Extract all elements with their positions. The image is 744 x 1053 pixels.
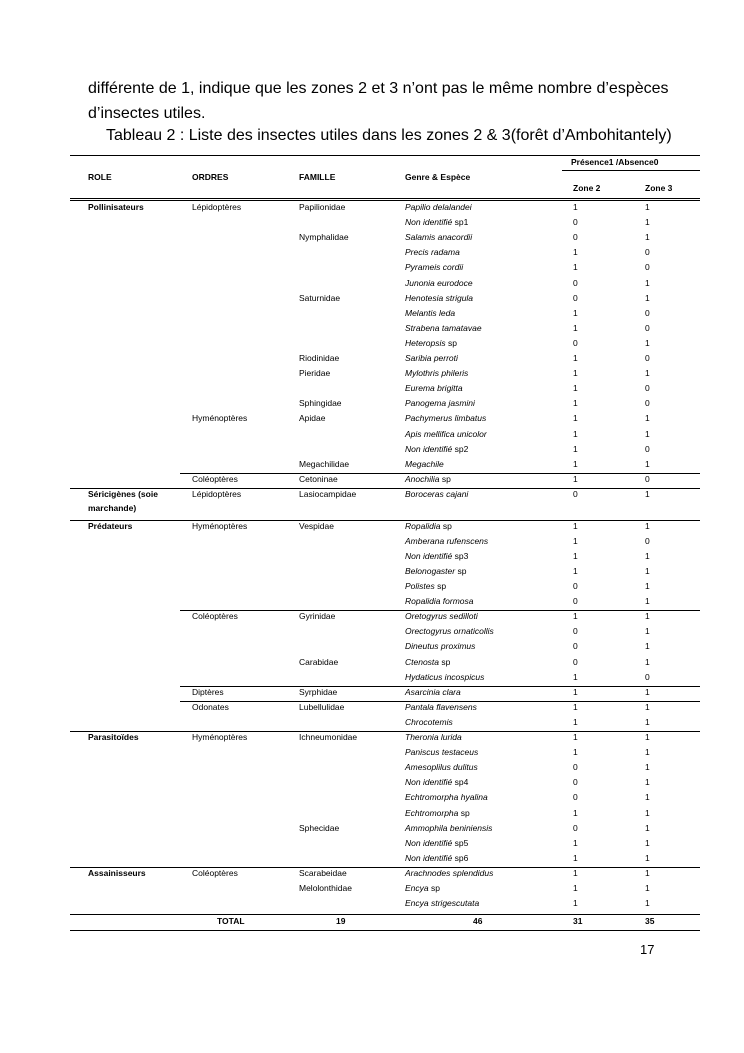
row-species <box>405 883 440 894</box>
species-suffix: sp <box>445 337 457 348</box>
row-species <box>405 717 453 728</box>
row-species <box>405 838 468 849</box>
row-zone-2: 1 <box>573 428 578 439</box>
row-species <box>405 444 468 455</box>
row-zone-3: 1 <box>645 762 650 773</box>
row-species <box>405 762 478 773</box>
row-species <box>405 823 492 834</box>
row-zone-2: 0 <box>573 777 578 788</box>
species-name: Anochilia <box>405 473 440 484</box>
species-name: Papilio delalandei <box>405 202 472 212</box>
row-zone-3: 1 <box>645 656 650 667</box>
row-zone-2: 1 <box>573 262 578 273</box>
row-zone-2: 1 <box>573 747 578 758</box>
row-zone-2: 1 <box>573 353 578 363</box>
species-name: Pyrameis cordii <box>405 262 464 273</box>
row-zone-3: 1 <box>645 852 650 863</box>
section-rule <box>70 488 700 489</box>
row-zone-3: 1 <box>645 747 650 758</box>
row-zone-3: 1 <box>645 550 650 561</box>
row-zone-3: 1 <box>645 822 650 833</box>
species-suffix: sp3 <box>452 550 469 561</box>
species-suffix: sp <box>458 807 470 818</box>
species-suffix: sp <box>455 565 467 576</box>
header-ordres: ORDRES <box>192 172 229 182</box>
species-name: Salamis anacordii <box>405 232 473 243</box>
header-famille: FAMILLE <box>299 172 336 182</box>
row-zone-2: 0 <box>573 292 578 303</box>
row-zone-3: 1 <box>645 777 650 788</box>
species-name: Asarcinia clara <box>405 686 461 697</box>
row-zone-3: 1 <box>645 596 650 607</box>
species-name: Junonia eurodoce <box>405 277 473 288</box>
total-zone-3: 35 <box>645 916 655 927</box>
row-zone-3: 1 <box>645 686 650 697</box>
row-zone-3: 0 <box>645 262 650 273</box>
row-famille: Ichneumonidae <box>299 732 358 742</box>
row-zone-3: 1 <box>645 565 650 576</box>
row-zone-3: 0 <box>645 322 650 333</box>
row-ordre: Hyménoptères <box>192 413 248 424</box>
row-zone-2: 1 <box>573 550 578 561</box>
species-name: Arachnodes splendidus <box>405 867 494 878</box>
row-species <box>405 898 479 909</box>
row-famille: Papilionidae <box>299 202 346 212</box>
species-name: Polistes <box>405 581 435 591</box>
species-name: Mylothris phileris <box>405 368 469 379</box>
species-suffix: sp6 <box>452 852 469 863</box>
species-suffix: sp <box>439 656 451 667</box>
species-suffix: sp <box>434 581 447 591</box>
row-famille: Megachilidae <box>299 458 350 469</box>
row-famille: Lubellulidae <box>299 701 345 712</box>
row-zone-3: 0 <box>645 247 650 258</box>
row-zone-2: 1 <box>573 202 578 212</box>
row-species <box>405 657 450 668</box>
row-zone-2: 0 <box>573 581 578 591</box>
row-zone-2: 0 <box>573 762 578 773</box>
species-name: Pantala flavensens <box>405 701 477 712</box>
row-zone-2: 1 <box>573 535 578 546</box>
species-name: Pachymerus limbatus <box>405 413 487 424</box>
row-ordre: Diptères <box>192 686 224 697</box>
row-zone-3: 1 <box>645 368 650 379</box>
row-zone-3: 1 <box>645 867 650 878</box>
row-zone-3: 1 <box>645 292 650 303</box>
species-name: Amberana rufenscens <box>405 535 489 546</box>
row-zone-2: 1 <box>573 898 578 909</box>
row-species <box>405 262 463 273</box>
row-zone-3: 1 <box>645 807 650 818</box>
row-species <box>405 641 475 652</box>
row-famille: Nymphalidae <box>299 232 349 243</box>
table-caption: Tableau 2 : Liste des insectes utiles dans les zones 2 & 3(forêt d’Ambohitantely) <box>106 127 672 144</box>
total-label: TOTAL <box>217 916 245 927</box>
row-famille: Riodinidae <box>299 353 340 363</box>
row-species <box>405 232 472 243</box>
row-species <box>405 611 478 622</box>
row-ordre: Coléoptères <box>192 867 238 878</box>
row-zone-3: 1 <box>645 232 650 243</box>
section-rule <box>70 867 700 868</box>
header-bottom-rule <box>70 198 700 199</box>
row-species <box>405 672 484 683</box>
row-zone-2: 1 <box>573 732 578 742</box>
species-name: Oretogyrus sedilloti <box>405 611 478 622</box>
row-zone-2: 1 <box>573 837 578 848</box>
row-zone-2: 0 <box>573 232 578 243</box>
species-name: Hydaticus incospicus <box>405 671 485 682</box>
row-zone-2: 0 <box>573 656 578 667</box>
species-name: Ropalidia <box>405 520 441 531</box>
row-ordre: Odonates <box>192 701 229 712</box>
row-species <box>405 368 468 379</box>
page-number: 17 <box>640 942 655 957</box>
row-zone-3: 1 <box>645 202 650 212</box>
row-zone-3: 1 <box>645 716 650 727</box>
row-species <box>405 293 473 304</box>
row-famille: Sphecidae <box>299 822 340 833</box>
row-species <box>405 792 488 803</box>
species-name: Saribia perroti <box>405 353 458 363</box>
row-zone-3: 1 <box>645 701 650 712</box>
row-role-continued: marchande) <box>88 502 137 513</box>
row-zone-2: 1 <box>573 867 578 878</box>
row-zone-2: 0 <box>573 277 578 288</box>
row-zone-3: 1 <box>645 520 650 531</box>
row-zone-3: 1 <box>645 626 650 637</box>
row-species <box>405 747 478 758</box>
row-species <box>405 536 488 547</box>
row-zone-2: 1 <box>573 458 578 469</box>
intro-paragraph: différente de 1, indique que les zones 2 et 3 n’ont pas le même nombre d’espèces d’insectes utiles. <box>88 80 669 122</box>
row-zone-2: 1 <box>573 716 578 727</box>
species-name: Encya strigescutata <box>405 898 480 909</box>
species-name: Non identifié <box>405 837 453 848</box>
row-zone-3: 1 <box>645 458 650 469</box>
species-name: Theronia lurida <box>405 732 462 742</box>
row-species <box>405 551 468 562</box>
row-zone-2: 1 <box>573 368 578 379</box>
total-familles: 19 <box>336 916 346 927</box>
row-zone-3: 0 <box>645 671 650 682</box>
header-presence-rule <box>562 170 700 171</box>
species-name: Paniscus testaceus <box>405 747 479 758</box>
species-name: Non identifié <box>405 443 453 454</box>
row-zone-2: 1 <box>573 807 578 818</box>
row-zone-3: 1 <box>645 337 650 348</box>
row-species <box>405 868 493 879</box>
row-zone-3: 1 <box>645 883 650 893</box>
table-bottom-rule <box>70 930 700 931</box>
header-genre: Genre & Espèce <box>405 172 471 182</box>
row-zone-2: 1 <box>573 701 578 712</box>
species-name: Eurema brigitta <box>405 383 463 394</box>
row-zone-2: 0 <box>573 822 578 833</box>
row-zone-3: 1 <box>645 732 650 742</box>
row-zone-3: 0 <box>645 383 650 394</box>
row-ordre: Hyménoptères <box>192 732 248 742</box>
species-name: Ammophila beniniensis <box>405 822 493 833</box>
species-name: Non identifié <box>405 852 453 863</box>
row-species <box>405 853 468 864</box>
row-species <box>405 596 474 607</box>
row-zone-3: 1 <box>645 641 650 652</box>
row-species <box>405 247 460 258</box>
row-zone-2: 1 <box>573 671 578 682</box>
row-role: Pollinisateurs <box>88 202 144 212</box>
species-name: Panogema jasmini <box>405 398 475 409</box>
species-suffix: sp1 <box>452 217 469 228</box>
species-name: Non identifié <box>405 217 453 228</box>
row-ordre: Hyménoptères <box>192 520 248 531</box>
row-famille: Lasiocampidae <box>299 488 357 499</box>
row-species <box>405 489 468 500</box>
row-zone-2: 1 <box>573 383 578 394</box>
species-name: Echtromorpha hyalina <box>405 792 488 803</box>
row-zone-2: 1 <box>573 520 578 531</box>
row-zone-3: 1 <box>645 428 650 439</box>
species-name: Amesoplilus dulitus <box>405 762 478 773</box>
row-zone-2: 0 <box>573 596 578 607</box>
row-species <box>405 777 468 788</box>
species-name: Orectogyrus ornaticollis <box>405 626 494 637</box>
section-rule <box>70 731 700 732</box>
row-famille: Pieridae <box>299 368 331 379</box>
row-famille: Scarabeidae <box>299 867 347 878</box>
species-name: Strabena tamatavae <box>405 322 482 333</box>
row-species <box>405 429 487 440</box>
row-species <box>405 566 466 577</box>
row-zone-2: 0 <box>573 337 578 348</box>
row-species <box>405 626 494 637</box>
row-famille: Saturnidae <box>299 292 341 303</box>
species-name: Henotesia strigula <box>405 292 474 303</box>
row-zone-2: 1 <box>573 413 578 424</box>
species-name: Heteropsis <box>405 337 446 348</box>
species-suffix: sp <box>440 520 452 531</box>
row-role: Prédateurs <box>88 520 133 531</box>
row-zone-3: 0 <box>645 398 650 409</box>
section-rule <box>70 520 700 521</box>
species-name: Ropalidia formosa <box>405 596 474 607</box>
row-zone-2: 1 <box>573 565 578 576</box>
row-role: Séricigènes (soie <box>88 488 158 499</box>
species-name: Chrocotemis <box>405 716 453 727</box>
row-species <box>405 732 462 743</box>
row-zone-3: 1 <box>645 217 650 228</box>
row-species <box>405 308 455 319</box>
row-species <box>405 687 461 698</box>
species-name: Non identifié <box>405 777 453 788</box>
row-species <box>405 202 472 213</box>
row-famille: Sphingidae <box>299 398 342 409</box>
row-ordre: Lépidoptères <box>192 202 242 212</box>
row-zone-2: 1 <box>573 686 578 697</box>
row-species <box>405 323 482 334</box>
row-role: Assainisseurs <box>88 867 146 878</box>
row-species <box>405 383 463 394</box>
row-zone-3: 1 <box>645 898 650 909</box>
row-species <box>405 474 451 485</box>
row-zone-2: 0 <box>573 792 578 803</box>
header-zone-3: Zone 3 <box>645 183 673 193</box>
total-especes: 46 <box>473 916 483 927</box>
row-zone-2: 1 <box>573 611 578 622</box>
row-species <box>405 398 475 409</box>
species-name: Ctenosta <box>405 656 440 667</box>
row-zone-3: 0 <box>645 307 650 318</box>
row-zone-2: 1 <box>573 247 578 258</box>
row-zone-3: 0 <box>645 473 650 484</box>
row-zone-2: 1 <box>573 443 578 454</box>
header-presence: Présence1 /Absence0 <box>571 157 659 167</box>
row-zone-2: 1 <box>573 322 578 333</box>
row-famille: Syrphidae <box>299 686 338 697</box>
species-suffix: sp2 <box>452 443 469 454</box>
row-species <box>405 353 458 364</box>
species-suffix: sp <box>428 883 440 893</box>
header-bottom-rule-2 <box>70 200 700 201</box>
species-name: Apis mellifica unicolor <box>405 428 487 439</box>
row-zone-2: 0 <box>573 626 578 637</box>
species-name: Precis radama <box>405 247 460 258</box>
row-famille: Carabidae <box>299 656 339 667</box>
species-name: Non identifié <box>405 550 453 561</box>
row-zone-2: 1 <box>573 852 578 863</box>
row-zone-2: 1 <box>573 307 578 318</box>
header-role: ROLE <box>88 172 112 182</box>
row-ordre: Coléoptères <box>192 611 238 622</box>
row-zone-2: 0 <box>573 641 578 652</box>
row-role: Parasitoïdes <box>88 732 139 742</box>
row-zone-3: 0 <box>645 353 650 363</box>
row-zone-3: 1 <box>645 488 650 499</box>
header-zone-2: Zone 2 <box>573 183 601 193</box>
species-name: Megachile <box>405 458 444 469</box>
table-top-rule <box>70 155 700 156</box>
row-zone-3: 0 <box>645 535 650 546</box>
row-species <box>405 702 477 713</box>
row-famille: Melolonthidae <box>299 883 352 893</box>
row-famille: Gyrinidae <box>299 611 336 622</box>
species-name: Encya <box>405 883 429 893</box>
species-name: Echtromorpha <box>405 807 459 818</box>
row-ordre: Lépidoptères <box>192 488 242 499</box>
total-top-rule <box>70 914 700 915</box>
row-zone-3: 1 <box>645 413 650 424</box>
row-zone-2: 1 <box>573 883 578 893</box>
row-species <box>405 217 468 228</box>
row-species <box>405 459 444 470</box>
row-zone-3: 0 <box>645 443 650 454</box>
row-zone-3: 1 <box>645 581 650 591</box>
species-name: Boroceras cajani <box>405 488 469 499</box>
species-suffix: sp <box>439 473 451 484</box>
row-zone-2: 1 <box>573 398 578 409</box>
row-zone-3: 1 <box>645 611 650 622</box>
row-zone-2: 0 <box>573 217 578 228</box>
row-zone-2: 1 <box>573 473 578 484</box>
row-species <box>405 581 446 592</box>
row-zone-3: 1 <box>645 277 650 288</box>
row-zone-3: 1 <box>645 792 650 803</box>
row-species <box>405 808 470 819</box>
species-name: Dineutus proximus <box>405 641 476 652</box>
total-zone-2: 31 <box>573 916 583 927</box>
row-species <box>405 278 473 289</box>
row-famille: Vespidae <box>299 520 334 531</box>
row-famille: Apidae <box>299 413 326 424</box>
species-suffix: sp4 <box>452 777 469 788</box>
species-suffix: sp5 <box>452 837 469 848</box>
species-name: Melantis leda <box>405 307 456 318</box>
row-species <box>405 338 457 349</box>
row-zone-3: 1 <box>645 837 650 848</box>
row-species <box>405 521 452 532</box>
row-ordre: Coléoptères <box>192 473 238 484</box>
species-name: Belonogaster <box>405 565 456 576</box>
row-zone-2: 0 <box>573 488 578 499</box>
row-famille: Cetoninae <box>299 473 338 484</box>
row-species <box>405 413 486 424</box>
